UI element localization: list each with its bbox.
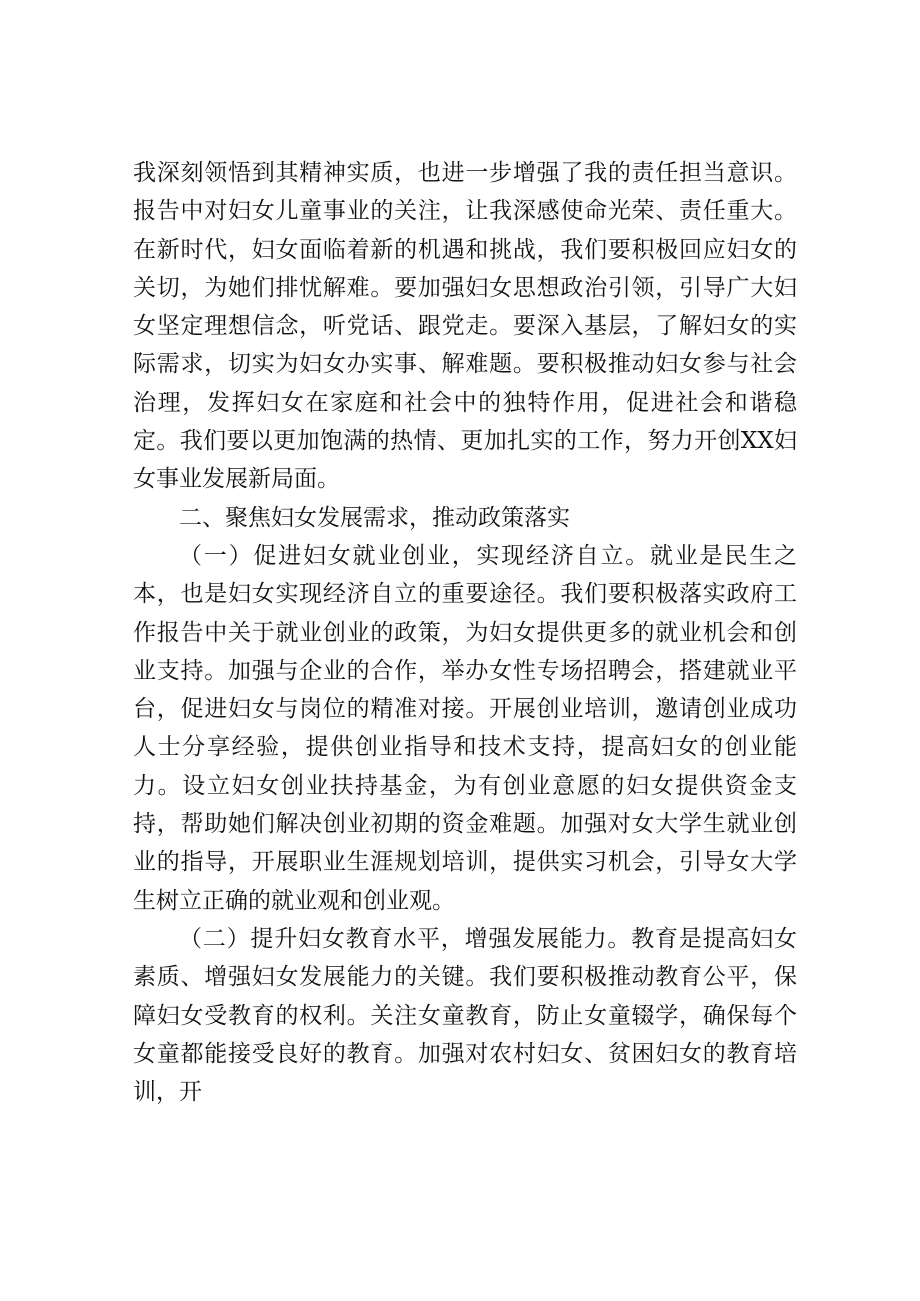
section-heading: 二、聚焦妇女发展需求，推动政策落实 [179, 504, 570, 531]
paragraph-education: （二）提升妇女教育水平，增强发展能力。教育是提高妇女素质、增强妇女发展能力的关键。我们要积极推动教育公平，保障妇女受教育的权利。关注女童教育，防止女童辍学，确保每个女童都能接受良好的教育。加强对农村妇女、贫困妇女的教育培训，开 [133, 925, 797, 1106]
paragraph-continuation: 我深刻领悟到其精神实质，也进一步增强了我的责任担当意识。报告中对妇女儿童事业的关注，让我深感使命光荣、责任重大。在新时代，妇女面临着新的机遇和挑战，我们要积极回应妇女的关切，为她们排忧解难。要加强妇女思想政治引领，引导广大妇女坚定理想信念，听党话、跟党走。要深入基层，了解妇女的实际需求，切实为妇女办实事、解难题。要积极推动妇女参与社会治理，发挥妇女在家庭和社会中的独特作用，促进社会和谐稳定。我们要以更加饱满的热情、更加扎实的工作，努力开创XX妇女事业发展新局面。 [133, 160, 797, 493]
document-body [133, 154, 797, 1111]
paragraph-employment: （一）促进妇女就业创业，实现经济自立。就业是民生之本，也是妇女实现经济自立的重要途径。我们要积极落实政府工作报告中关于就业创业的政策，为妇女提供更多的就业机会和创业支持。加强与企业的合作，举办女性专场招聘会，搭建就业平台，促进妇女与岗位的精准对接。开展创业培训，邀请创业成功人士分享经验，提供创业指导和技术支持，提高妇女的创业能力。设立妇女创业扶持基金，为有创业意愿的妇女提供资金支持，帮助她们解决创业初期的资金难题。加强对女大学生就业创业的指导，开展职业生涯规划培训，提供实习机会，引导女大学生树立正确的就业观和创业观。 [133, 542, 797, 914]
